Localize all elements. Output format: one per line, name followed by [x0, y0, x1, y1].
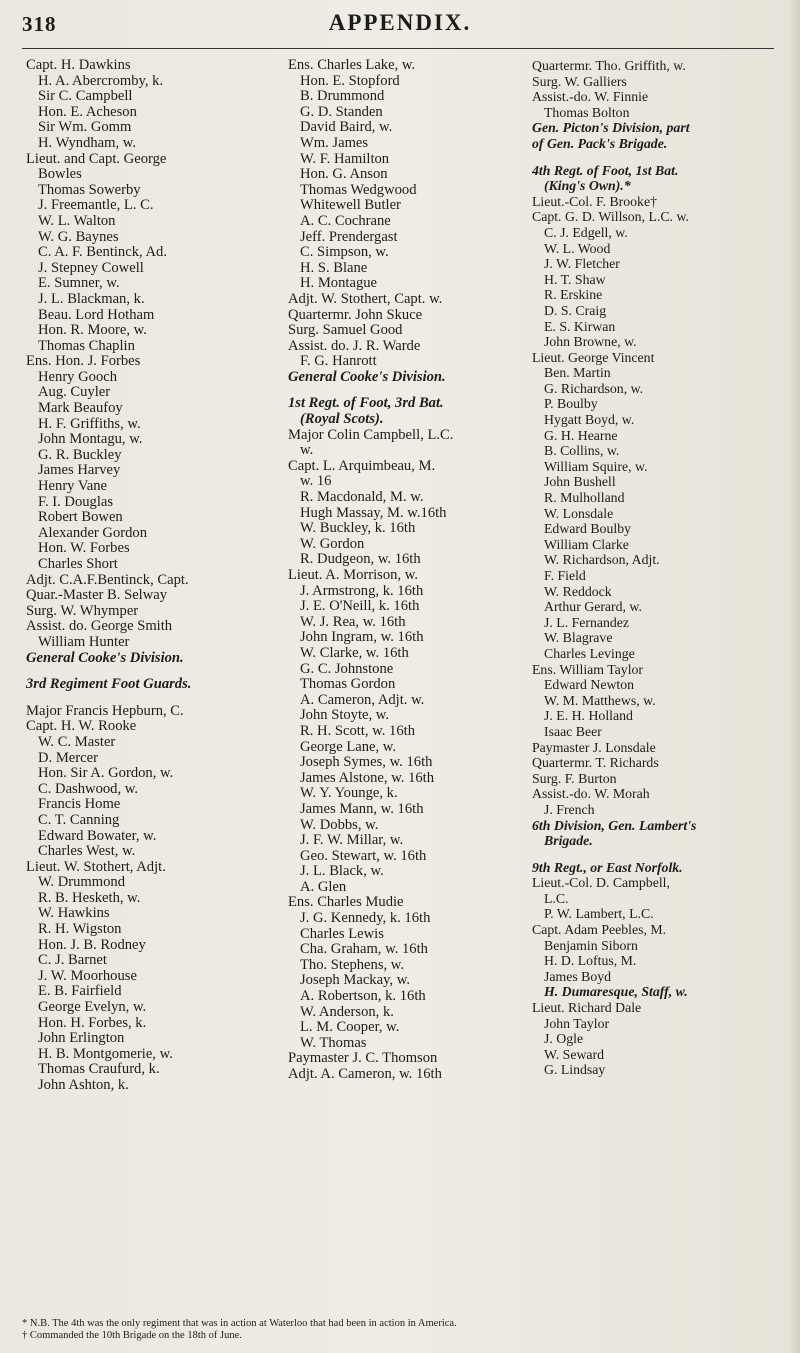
roster-entry: W. Anderson, k.	[300, 1003, 394, 1020]
roster-entry: William Hunter	[38, 633, 130, 650]
roster-entry: D. S. Craig	[544, 302, 607, 318]
roster-entry: R. H. Scott, w. 16th	[300, 722, 415, 739]
roster-entry: G. Lindsay	[544, 1062, 606, 1078]
column-middle	[288, 58, 543, 1083]
roster-entry: Charles West, w.	[38, 843, 136, 860]
roster-entry: Joseph Symes, w. 16th	[300, 754, 433, 771]
footnotes	[22, 1318, 792, 1342]
roster-entry: Lieut.-Col. F. Brooke†	[532, 193, 657, 209]
roster-entry: F. G. Hanrott	[300, 353, 377, 370]
roster-entry: Lieut. and Capt. George	[26, 150, 167, 167]
roster-entry: H. S. Blane	[300, 259, 368, 276]
roster-entry: Adjt. W. Stothert, Capt. w.	[288, 290, 443, 307]
roster-entry: Whitewell Butler	[300, 197, 401, 214]
roster-entry: P. Boulby	[544, 396, 598, 412]
roster-entry: George Lane, w.	[300, 738, 397, 755]
roster-entry: J. Ogle	[544, 1031, 584, 1047]
roster-entry: Wm. James	[300, 134, 369, 151]
roster-entry: C. Dashwood, w.	[38, 780, 138, 797]
spacer	[532, 849, 787, 860]
roster-entry: W. Dobbs, w.	[300, 816, 379, 833]
roster-entry: Major Colin Campbell, L.C.	[288, 426, 454, 443]
roster-entry: W. Hawkins	[38, 905, 110, 922]
roster-entry: Adjt. C.A.F.Bentinck, Capt.	[26, 571, 189, 588]
roster-entry: Ens. Hon. J. Forbes	[26, 353, 141, 370]
roster-entry: F. Field	[544, 568, 586, 583]
roster-entry: G. Richardson, w.	[544, 380, 644, 396]
roster-entry: Paymaster J. Lonsdale	[532, 739, 656, 755]
roster-entry: W. Richardson, Adjt.	[544, 552, 660, 568]
roster-entry: Charles Levinge	[544, 645, 635, 661]
roster-entry: Aug. Cuyler	[38, 384, 111, 401]
roster-entry: w.	[300, 442, 314, 459]
roster-entry: Thomas Gordon	[300, 676, 396, 693]
roster-entry: Thomas Bolton	[544, 104, 630, 120]
roster-entry: Thomas Craufurd, k.	[38, 1061, 160, 1078]
roster-entry: R. Macdonald, M. w.	[300, 489, 424, 506]
roster-entry: J. L. Blackman, k.	[38, 290, 145, 307]
roster-entry: A. Robertson, k. 16th	[300, 988, 426, 1005]
roster-entry: W. C. Master	[38, 733, 116, 750]
section-heading: H. Dumaresque, Staff, w.	[544, 984, 688, 1000]
roster-entry: Quar.-Master B. Selway	[26, 587, 168, 604]
footnote: * N.B. The 4th was the only regiment that was in action at Waterloo that had been in action in America.	[22, 1318, 457, 1329]
roster-entry: J. E. O'Neill, k. 16th	[300, 598, 420, 615]
roster-entry: Ben. Martin	[544, 365, 611, 381]
roster-entry: G. H. Hearne	[544, 427, 618, 443]
roster-entry: Adjt. A. Cameron, w. 16th	[288, 1066, 442, 1082]
roster-entry: W. Blagrave	[544, 630, 613, 646]
roster-entry: P. W. Lambert, L.C.	[544, 906, 654, 922]
roster-entry: H. D. Loftus, M.	[544, 953, 637, 969]
roster-entry: John Bushell	[544, 474, 616, 490]
roster-entry: Hon. G. Anson	[300, 166, 388, 183]
roster-entry: Hygatt Boyd, w.	[544, 412, 635, 428]
roster-entry: Capt. H. Dawkins	[26, 57, 131, 73]
roster-entry: W. G. Baynes	[38, 228, 119, 245]
roster-entry: H. B. Montgomerie, w.	[38, 1045, 173, 1062]
roster-entry: E. S. Kirwan	[544, 318, 616, 334]
roster-entry: H. A. Abercromby, k.	[38, 72, 164, 89]
roster-entry: Henry Vane	[38, 478, 108, 495]
roster-entry: J. French	[544, 801, 595, 817]
roster-entry: Lieut. George Vincent	[532, 349, 655, 365]
roster-entry: Assist.-do. W. Morah	[532, 786, 650, 802]
roster-entry: L.C.	[544, 890, 569, 906]
roster-entry: James Harvey	[38, 462, 121, 479]
roster-entry: Hon. H. Forbes, k.	[38, 1014, 147, 1031]
roster-entry: W. J. Rea, w. 16th	[300, 613, 406, 630]
roster-entry: Jeff. Prendergast	[300, 228, 398, 245]
roster-entry: Geo. Stewart, w. 16th	[300, 847, 427, 864]
roster-entry: Arthur Gerard, w.	[544, 599, 642, 615]
roster-entry: J. L. Black, w.	[300, 863, 384, 880]
roster-entry: James Alstone, w. 16th	[300, 769, 435, 786]
roster-entry: W. Lonsdale	[544, 505, 614, 521]
roster-entry: Major Francis Hepburn, C.	[26, 702, 184, 719]
roster-entry: W. Y. Younge, k.	[300, 785, 398, 802]
roster-entry: w. 16	[300, 473, 332, 490]
roster-entry: Surg. F. Burton	[532, 770, 617, 786]
roster-entry: Capt. G. D. Willson, L.C. w.	[532, 209, 689, 225]
section-heading: General Cooke's Division.	[26, 649, 184, 666]
roster-entry: Lieut.-Col. D. Campbell,	[532, 875, 670, 891]
page-number: 318	[22, 12, 57, 36]
roster-entry: J. F. W. Millar, w.	[300, 832, 404, 849]
roster-entry: Lieut. A. Morrison, w.	[288, 567, 418, 583]
header-rule	[22, 48, 774, 49]
roster-entry: W. Buckley, k. 16th	[300, 520, 416, 537]
roster-entry: Cha. Graham, w. 16th	[300, 941, 428, 958]
roster-entry: Capt. L. Arquimbeau, M.	[288, 457, 436, 474]
column-left	[26, 58, 281, 1094]
roster-entry: Edward Newton	[544, 677, 635, 693]
section-heading: Brigade.	[544, 833, 593, 849]
roster-entry: J. L. Fernandez	[544, 614, 630, 630]
roster-entry: Hon. Sir A. Gordon, w.	[38, 765, 174, 782]
roster-entry: Lieut. Richard Dale	[532, 1000, 642, 1016]
roster-entry: John Montagu, w.	[38, 431, 143, 448]
roster-entry: Hon. R. Moore, w.	[38, 322, 147, 339]
roster-entry: William Clarke	[544, 536, 629, 552]
roster-entry: Lieut. W. Stothert, Adjt.	[26, 858, 166, 875]
roster-entry: Beau. Lord Hotham	[38, 306, 155, 323]
roster-entry: Bowles	[38, 166, 82, 183]
roster-entry: Ens. Charles Lake, w.	[288, 57, 416, 73]
roster-entry: J. Armstrong, k. 16th	[300, 582, 424, 599]
footnote: † Commanded the 10th Brigade on the 18th of June.	[22, 1330, 242, 1341]
roster-entry: James Mann, w. 16th	[300, 800, 424, 817]
section-heading: 1st Regt. of Foot, 3rd Bat.	[288, 395, 444, 412]
roster-entry: C. J. Barnet	[38, 952, 107, 969]
section-heading: 9th Regt., or East Norfolk.	[532, 859, 683, 875]
roster-entry: B. Collins, w.	[544, 443, 620, 459]
roster-entry: Joseph Mackay, w.	[300, 972, 410, 989]
roster-entry: John Stoyte, w.	[300, 707, 390, 724]
roster-entry: C. Simpson, w.	[300, 244, 389, 261]
roster-entry: W. Gordon	[300, 535, 365, 552]
roster-entry: C. T. Canning	[38, 811, 120, 828]
roster-entry: W. Drummond	[38, 874, 126, 891]
running-head: APPENDIX.	[328, 10, 472, 35]
roster-entry: Sir C. Campbell	[38, 88, 133, 105]
roster-entry: Assist.-do. W. Finnie	[532, 89, 649, 105]
roster-entry: R. Mulholland	[544, 490, 625, 506]
roster-entry: Surg. W. Galliers	[532, 73, 627, 89]
roster-entry: Alexander Gordon	[38, 524, 148, 541]
roster-entry: John Ingram, w. 16th	[300, 629, 424, 646]
roster-entry: D. Mercer	[38, 749, 98, 766]
roster-entry: J. W. Moorhouse	[38, 967, 137, 984]
roster-entry: Capt. H. W. Rooke	[26, 718, 137, 735]
roster-entry: H. F. Griffiths, w.	[38, 415, 141, 432]
roster-entry: R. B. Hesketh, w.	[38, 889, 141, 906]
roster-entry: E. B. Fairfield	[38, 983, 122, 1000]
roster-entry: A. Glen	[300, 878, 347, 895]
roster-entry: W. L. Walton	[38, 212, 116, 229]
roster-entry: W. Clarke, w. 16th	[300, 644, 409, 661]
roster-entry: John Browne, w.	[544, 334, 637, 350]
roster-entry: W. Reddock	[544, 583, 612, 599]
roster-entry: John Erlington	[38, 1030, 125, 1047]
roster-entry: R. Dudgeon, w. 16th	[300, 551, 421, 568]
roster-entry: C. A. F. Bentinck, Ad.	[38, 244, 167, 261]
roster-entry: G. D. Standen	[300, 103, 383, 120]
roster-entry: Quartermr. John Skuce	[288, 306, 423, 323]
roster-entry: Sir Wm. Gomm	[38, 119, 132, 136]
roster-entry: Mark Beaufoy	[38, 400, 123, 417]
roster-entry: George Evelyn, w.	[38, 999, 147, 1016]
roster-entry: John Taylor	[544, 1015, 610, 1031]
roster-entry: J. W. Fletcher	[544, 256, 620, 272]
roster-entry: John Ashton, k.	[38, 1077, 129, 1093]
roster-entry: J. Stepney Cowell	[38, 259, 144, 276]
roster-entry: J. E. H. Holland	[544, 708, 633, 724]
roster-entry: Ens. William Taylor	[532, 661, 644, 677]
roster-entry: Thomas Sowerby	[38, 181, 141, 198]
roster-entry: Surg. W. Whymper	[26, 602, 139, 619]
roster-entry: Hon. E. Acheson	[38, 103, 137, 120]
roster-entry: E. Sumner, w.	[38, 275, 120, 292]
roster-entry: Charles Lewis	[300, 925, 384, 942]
roster-entry: Thomas Chaplin	[38, 337, 135, 354]
roster-entry: C. J. Edgell, w.	[544, 224, 628, 240]
roster-entry: Francis Home	[38, 796, 121, 813]
roster-entry: Hon. E. Stopford	[300, 72, 400, 89]
roster-entry: Assist. do. George Smith	[26, 618, 173, 635]
roster-entry: J. Freemantle, L. C.	[38, 197, 154, 214]
section-heading: 3rd Regiment Foot Guards.	[26, 676, 192, 693]
roster-entry: Robert Bowen	[38, 509, 123, 526]
section-heading: General Cooke's Division.	[288, 368, 446, 385]
roster-entry: W. Seward	[544, 1046, 605, 1062]
roster-entry: A. Cameron, Adjt. w.	[300, 691, 425, 708]
column-right	[532, 58, 787, 1078]
roster-entry: Isaac Beer	[544, 723, 602, 739]
roster-entry: H. T. Shaw	[544, 271, 606, 287]
roster-entry: Hugh Massay, M. w.16th	[300, 504, 447, 521]
roster-entry: Ens. Charles Mudie	[288, 894, 404, 911]
roster-entry: Paymaster J. C. Thomson	[288, 1050, 438, 1067]
roster-entry: Thomas Wedgwood	[300, 181, 417, 198]
roster-entry: J. G. Kennedy, k. 16th	[300, 910, 431, 927]
roster-entry: Edward Boulby	[544, 521, 631, 537]
roster-entry: W. Thomas	[300, 1034, 367, 1051]
spacer	[532, 152, 787, 163]
roster-entry: F. I. Douglas	[38, 493, 114, 510]
roster-entry: Quartermr. Tho. Griffith, w.	[532, 58, 686, 73]
roster-entry: B. Drummond	[300, 88, 385, 105]
roster-entry: H. Wyndham, w.	[38, 134, 137, 151]
roster-entry: W. M. Matthews, w.	[544, 692, 656, 708]
page-edge-shadow	[788, 0, 800, 1353]
section-heading: 6th Division, Gen. Lambert's	[532, 817, 697, 833]
roster-entry: Benjamin Siborn	[544, 937, 638, 953]
roster-entry: R. Erskine	[544, 287, 603, 303]
section-heading: Gen. Picton's Division, part	[532, 120, 690, 136]
roster-entry: Charles Short	[38, 556, 118, 572]
roster-entry: Hon. J. B. Rodney	[38, 936, 146, 953]
roster-entry: Quartermr. T. Richards	[532, 755, 659, 771]
roster-entry: L. M. Cooper, w.	[300, 1019, 400, 1036]
roster-entry: Henry Gooch	[38, 368, 118, 385]
roster-entry: James Boyd	[544, 968, 612, 984]
roster-entry: Assist. do. J. R. Warde	[288, 337, 421, 354]
section-heading: of Gen. Pack's Brigade.	[532, 135, 668, 151]
roster-entry: G. R. Buckley	[38, 446, 122, 463]
roster-entry: W. L. Wood	[544, 240, 611, 256]
roster-entry: R. H. Wigston	[38, 921, 122, 938]
roster-entry: Tho. Stephens, w.	[300, 956, 405, 973]
roster-entry: A. C. Cochrane	[300, 212, 391, 229]
roster-entry: William Squire, w.	[544, 458, 648, 474]
roster-entry: G. C. Johnstone	[300, 660, 394, 677]
roster-entry: W. F. Hamilton	[300, 150, 390, 167]
section-heading: (King's Own).*	[544, 178, 631, 194]
roster-entry: Capt. Adam Peebles, M.	[532, 922, 667, 938]
section-heading: (Royal Scots).	[300, 411, 384, 428]
roster-entry: Edward Bowater, w.	[38, 827, 157, 844]
roster-entry: Surg. Samuel Good	[288, 322, 403, 339]
roster-entry: David Baird, w.	[300, 119, 393, 136]
section-heading: 4th Regt. of Foot, 1st Bat.	[532, 162, 679, 178]
roster-entry: H. Montague	[300, 275, 378, 292]
roster-entry: Hon. W. Forbes	[38, 540, 130, 557]
